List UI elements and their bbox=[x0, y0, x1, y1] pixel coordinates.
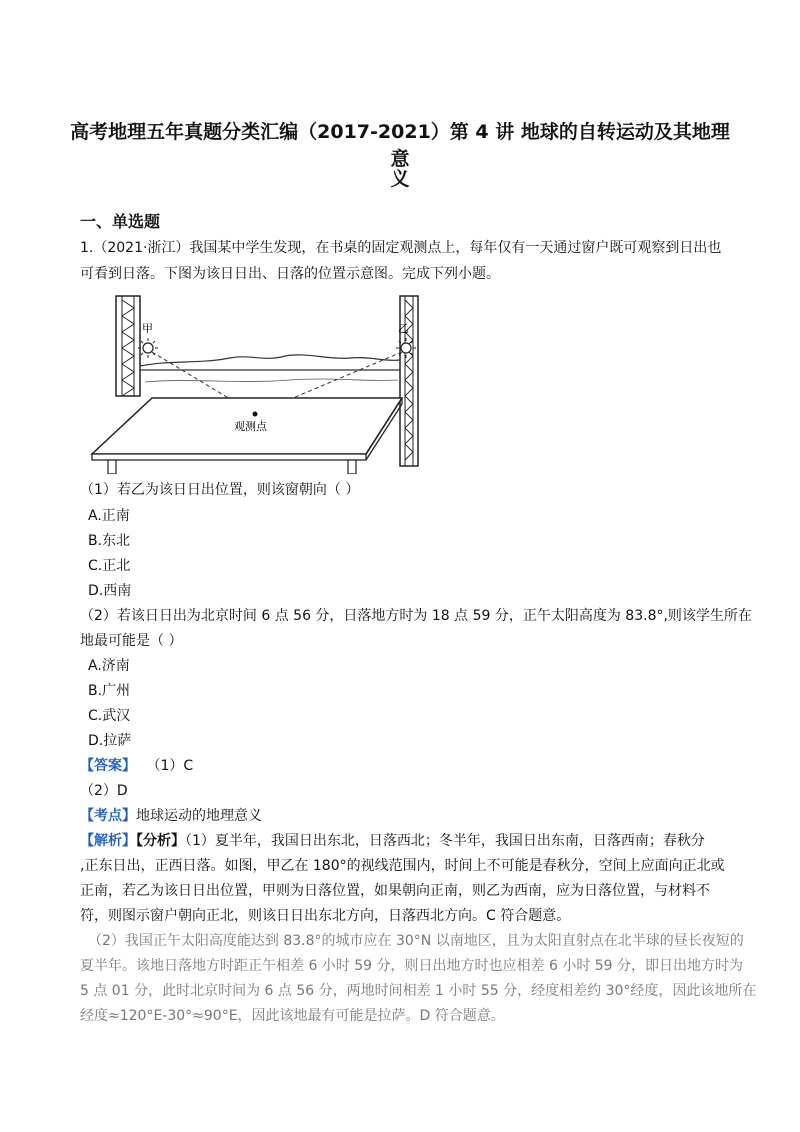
answer-line2: （2）D bbox=[80, 783, 128, 799]
sun-right-icon bbox=[396, 338, 416, 358]
label-yi: 乙 bbox=[398, 322, 409, 335]
sub2-option-c: C.武汉 bbox=[88, 708, 131, 724]
sub1-option-d: D.西南 bbox=[88, 583, 132, 599]
analysis-line4: 符，则图示窗户朝向正北，则该日日出东北方向，日落西北方向。C 符合题意。 bbox=[80, 908, 571, 924]
sub2-option-a: A.济南 bbox=[88, 658, 130, 674]
sub1-option-b: B.东北 bbox=[88, 533, 131, 549]
point-text: 地球运动的地理意义 bbox=[136, 808, 262, 824]
sun-left-icon bbox=[138, 338, 158, 358]
analysis-line2: ,正东日出，正西日落。如图，甲乙在 180°的视线范围内，时间上不可能是春秋分，空间上应面向正北或 bbox=[80, 858, 725, 874]
observation-point-marker bbox=[253, 412, 258, 417]
analysis-p2-line1: （2）我国正午太阳高度能达到 83.8°的城市应在 30°N 以南地区，且为太阳直射点在北半球的昼长夜短的 bbox=[88, 933, 744, 949]
sub-question-2-line2: 地最可能是（ ） bbox=[80, 633, 183, 649]
analysis-p2-line3: 5 点 01 分，此时北京时间为 6 点 56 分，两地时间相差 1 小时 55 分，经度相差约 30°经度，因此该地所在 bbox=[80, 983, 757, 999]
answer-tag: 【答案】 bbox=[80, 758, 136, 774]
question-stem-line2: 可看到日落。下图为该日日出、日落的位置示意图。完成下列小题。 bbox=[80, 266, 500, 282]
analysis-line1 bbox=[80, 831, 705, 851]
sub1-option-a: A.正南 bbox=[88, 508, 130, 524]
sub2-option-d: D.拉萨 bbox=[88, 733, 132, 749]
analysis-tag: 【解析】 bbox=[80, 833, 136, 849]
sunrise-sunset-figure bbox=[90, 292, 420, 474]
document-title-line2: 义 bbox=[390, 168, 410, 190]
document-title-line1: 高考地理五年真题分类汇编（2017-2021）第 4 讲 地球的自转运动及其地理意 bbox=[70, 121, 730, 170]
label-observation-point: 观测点 bbox=[234, 420, 267, 433]
analysis-text-1: （1）夏半年，我国日出东北，日落西北；冬半年，我国日出东南，日落西南；春秋分 bbox=[185, 833, 705, 849]
answer-line1 bbox=[80, 756, 193, 776]
question-stem-line1: 1.（2021·浙江）我国某中学生发现，在书桌的固定观测点上，每年仅有一天通过窗户既可观察到日出也 bbox=[80, 240, 722, 256]
section-heading: 一、单选题 bbox=[80, 212, 161, 231]
point-line bbox=[80, 806, 262, 826]
label-jia: 甲 bbox=[142, 322, 153, 335]
analysis-p2-line4: 经度≈120°E-30°≈90°E，因此该地最有可能是拉萨。D 符合题意。 bbox=[80, 1008, 505, 1024]
analysis-p2-line2: 夏半年。该地日落地方时距正午相差 6 小时 59 分，则日出地方时也应相差 6 小时 59 分，即日出地方时为 bbox=[80, 958, 744, 974]
analysis-line3: 正南，若乙为该日日出位置，甲则为日落位置，如果朝向正南，则乙为西南，应为日落位置，与材料不 bbox=[80, 883, 710, 899]
sub-question-2-line1: （2）若该日日出为北京时间 6 点 56 分，日落地方时为 18 点 59 分，正午太阳高度为 83.8°,则该学生所在 bbox=[80, 608, 752, 624]
sub2-option-b: B.广州 bbox=[88, 683, 131, 699]
sub-question-1: （1）若乙为该日日出位置，则该窗朝向（ ） bbox=[80, 482, 360, 498]
sub1-option-c: C.正北 bbox=[88, 558, 131, 574]
analysis-sub-tag: 【分析】 bbox=[136, 833, 185, 849]
point-tag: 【考点】 bbox=[80, 808, 136, 824]
answer-text-1: （1）C bbox=[146, 758, 194, 774]
